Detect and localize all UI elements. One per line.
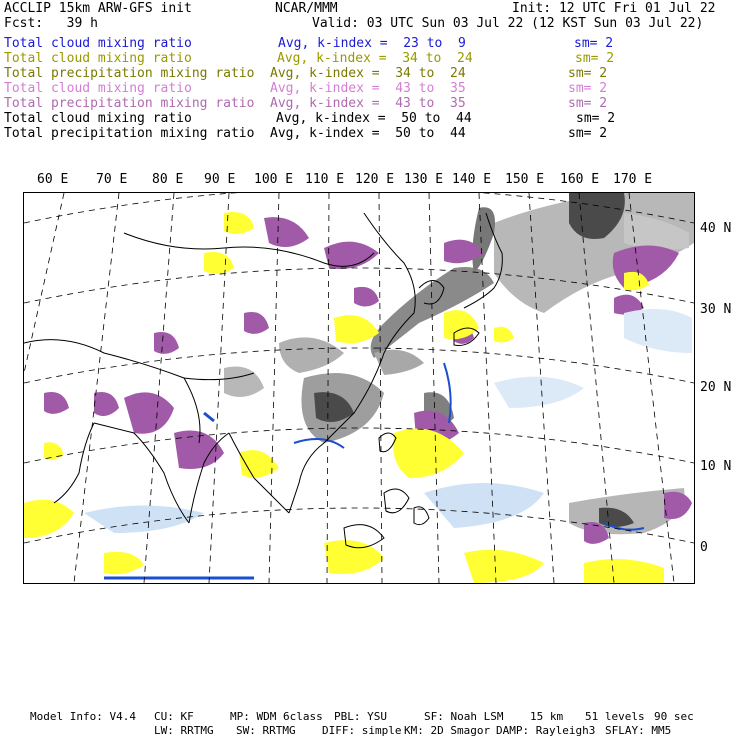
grid-spacing: 15 km xyxy=(530,710,564,723)
field-row xyxy=(0,51,740,66)
surface-layer-option: SFLAY: MM5 xyxy=(605,724,672,737)
lon-label: 150 E xyxy=(505,172,545,187)
damping-option: DAMP: Rayleigh3 xyxy=(496,724,596,737)
lon-label: 170 E xyxy=(613,172,653,187)
field-name: Total cloud mixing ratio xyxy=(4,111,192,126)
field-sm: sm= 2 xyxy=(568,66,608,81)
model-title: ACCLIP 15km ARW-GFS init xyxy=(4,1,192,16)
field-avg: Avg, k-index = 23 to 9 xyxy=(278,36,466,51)
model-version: Model Info: V4.4 xyxy=(30,710,136,723)
field-name: Total precipitation mixing ratio xyxy=(4,96,255,111)
lon-label: 60 E xyxy=(37,172,69,187)
lon-label: 100 E xyxy=(254,172,294,187)
field-row xyxy=(0,126,740,141)
lon-label: 90 E xyxy=(204,172,236,187)
lon-label: 130 E xyxy=(404,172,444,187)
shortwave-scheme: SW: RRTMG xyxy=(236,724,296,737)
time-step: 90 sec xyxy=(654,710,694,723)
diffusion-option: DIFF: simple xyxy=(322,724,402,737)
lat-label: 40 N xyxy=(700,221,732,236)
vertical-levels: 51 levels xyxy=(585,710,645,723)
km-option: KM: 2D Smagor xyxy=(404,724,491,737)
lon-label: 70 E xyxy=(96,172,128,187)
lat-label: 0 xyxy=(700,540,708,555)
surface-scheme: SF: Noah LSM xyxy=(424,710,504,723)
field-name: Total precipitation mixing ratio xyxy=(4,66,255,81)
field-sm: sm= 2 xyxy=(576,111,616,126)
lon-label: 110 E xyxy=(305,172,345,187)
field-name: Total cloud mixing ratio xyxy=(4,36,192,51)
microphysics-scheme: MP: WDM 6class xyxy=(230,710,323,723)
field-name: Total cloud mixing ratio xyxy=(4,81,192,96)
field-avg: Avg, k-index = 34 to 24 xyxy=(270,66,466,81)
field-row xyxy=(0,66,740,81)
lat-label: 20 N xyxy=(700,380,732,395)
forecast-hour: Fcst: 39 h xyxy=(4,16,98,31)
field-row xyxy=(0,111,740,126)
field-avg: Avg, k-index = 34 to 24 xyxy=(277,51,473,66)
organization-label: NCAR/MMM xyxy=(275,1,338,16)
field-row xyxy=(0,81,740,96)
field-row xyxy=(0,36,740,51)
map-canvas xyxy=(24,193,694,583)
lon-label: 120 E xyxy=(355,172,395,187)
pbl-scheme: PBL: YSU xyxy=(334,710,387,723)
field-avg: Avg, k-index = 50 to 44 xyxy=(276,111,472,126)
lon-label: 140 E xyxy=(452,172,492,187)
field-row xyxy=(0,96,740,111)
field-sm: sm= 2 xyxy=(568,81,608,96)
lat-label: 10 N xyxy=(700,459,732,474)
header xyxy=(0,0,740,150)
field-sm: sm= 2 xyxy=(568,126,608,141)
longwave-scheme: LW: RRTMG xyxy=(154,724,214,737)
field-sm: sm= 2 xyxy=(568,96,608,111)
field-sm: sm= 2 xyxy=(574,36,614,51)
lat-label: 30 N xyxy=(700,302,732,317)
field-name: Total cloud mixing ratio xyxy=(4,51,192,66)
field-avg: Avg, k-index = 50 to 44 xyxy=(270,126,466,141)
lon-label: 80 E xyxy=(152,172,184,187)
valid-time: Valid: 03 UTC Sun 03 Jul 22 (12 KST Sun 03 Jul 22) xyxy=(312,16,704,31)
init-time: Init: 12 UTC Fri 01 Jul 22 xyxy=(512,1,716,16)
cumulus-scheme: CU: KF xyxy=(154,710,194,723)
field-avg: Avg, k-index = 43 to 35 xyxy=(270,81,466,96)
lon-label: 160 E xyxy=(560,172,600,187)
field-avg: Avg, k-index = 43 to 35 xyxy=(270,96,466,111)
map-panel xyxy=(23,192,695,584)
field-sm: sm= 2 xyxy=(575,51,615,66)
field-name: Total precipitation mixing ratio xyxy=(4,126,255,141)
